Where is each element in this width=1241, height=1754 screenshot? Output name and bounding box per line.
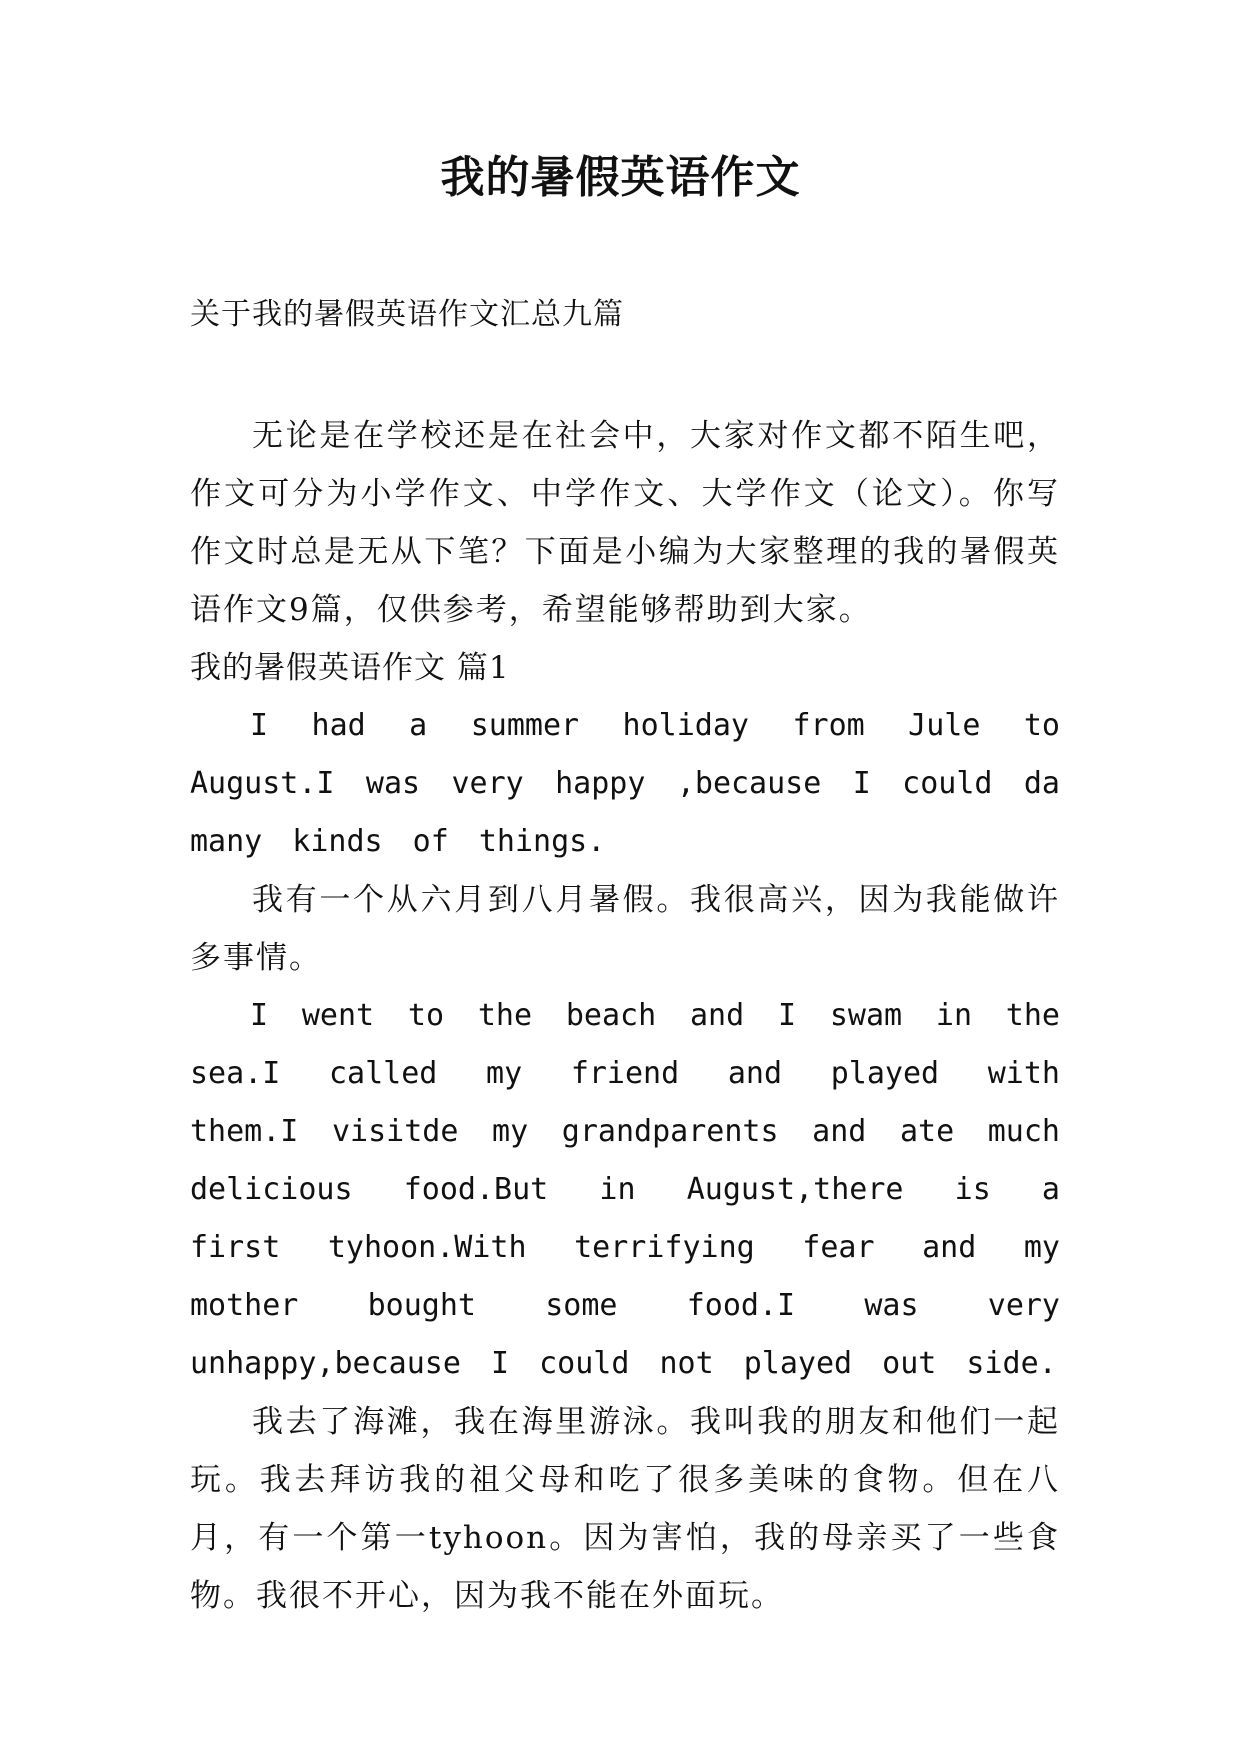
document-title: 我的暑假英语作文 [440, 152, 801, 203]
document-subtitle: 关于我的暑假英语作文汇总九篇 [190, 297, 624, 332]
section-heading: 我的暑假英语作文 篇1 [190, 650, 510, 686]
document-body [190, 407, 1060, 1625]
chinese-paragraph-2: 我去了海滩，我在海里游泳。我叫我的朋友和他们一起玩。我去拜访我的祖父母和吃了很多美味的食物。但在八月，有一个第一tyhoon。因为害怕，我的母亲买了一些食物。我很不开心，因为我不能在外面玩。 [190, 1404, 1060, 1614]
english-paragraph-2: I went to the beach and I swam in the sea.I called my friend and played with them.I visitde my grandparents and ate much delicious food.But in August,there is a first tyhoon.With terrifying fear and my mother bought some food.I was very unhappy,because I could not played out side. [190, 998, 1060, 1381]
chinese-paragraph-1: 我有一个从六月到八月暑假。我很高兴，因为我能做许多事情。 [190, 882, 1060, 976]
intro-paragraph: 无论是在学校还是在社会中，大家对作文都不陌生吧，作文可分为小学作文、中学作文、大学作文（论文）。你写作文时总是无从下笔？下面是小编为大家整理的我的暑假英语作文9篇，仅供参考，希望能够帮助到大家。 [190, 418, 1060, 628]
english-paragraph-1: I had a summer holiday from Jule to August.I was very happy ,because I could da many kinds of things. [190, 708, 1060, 859]
